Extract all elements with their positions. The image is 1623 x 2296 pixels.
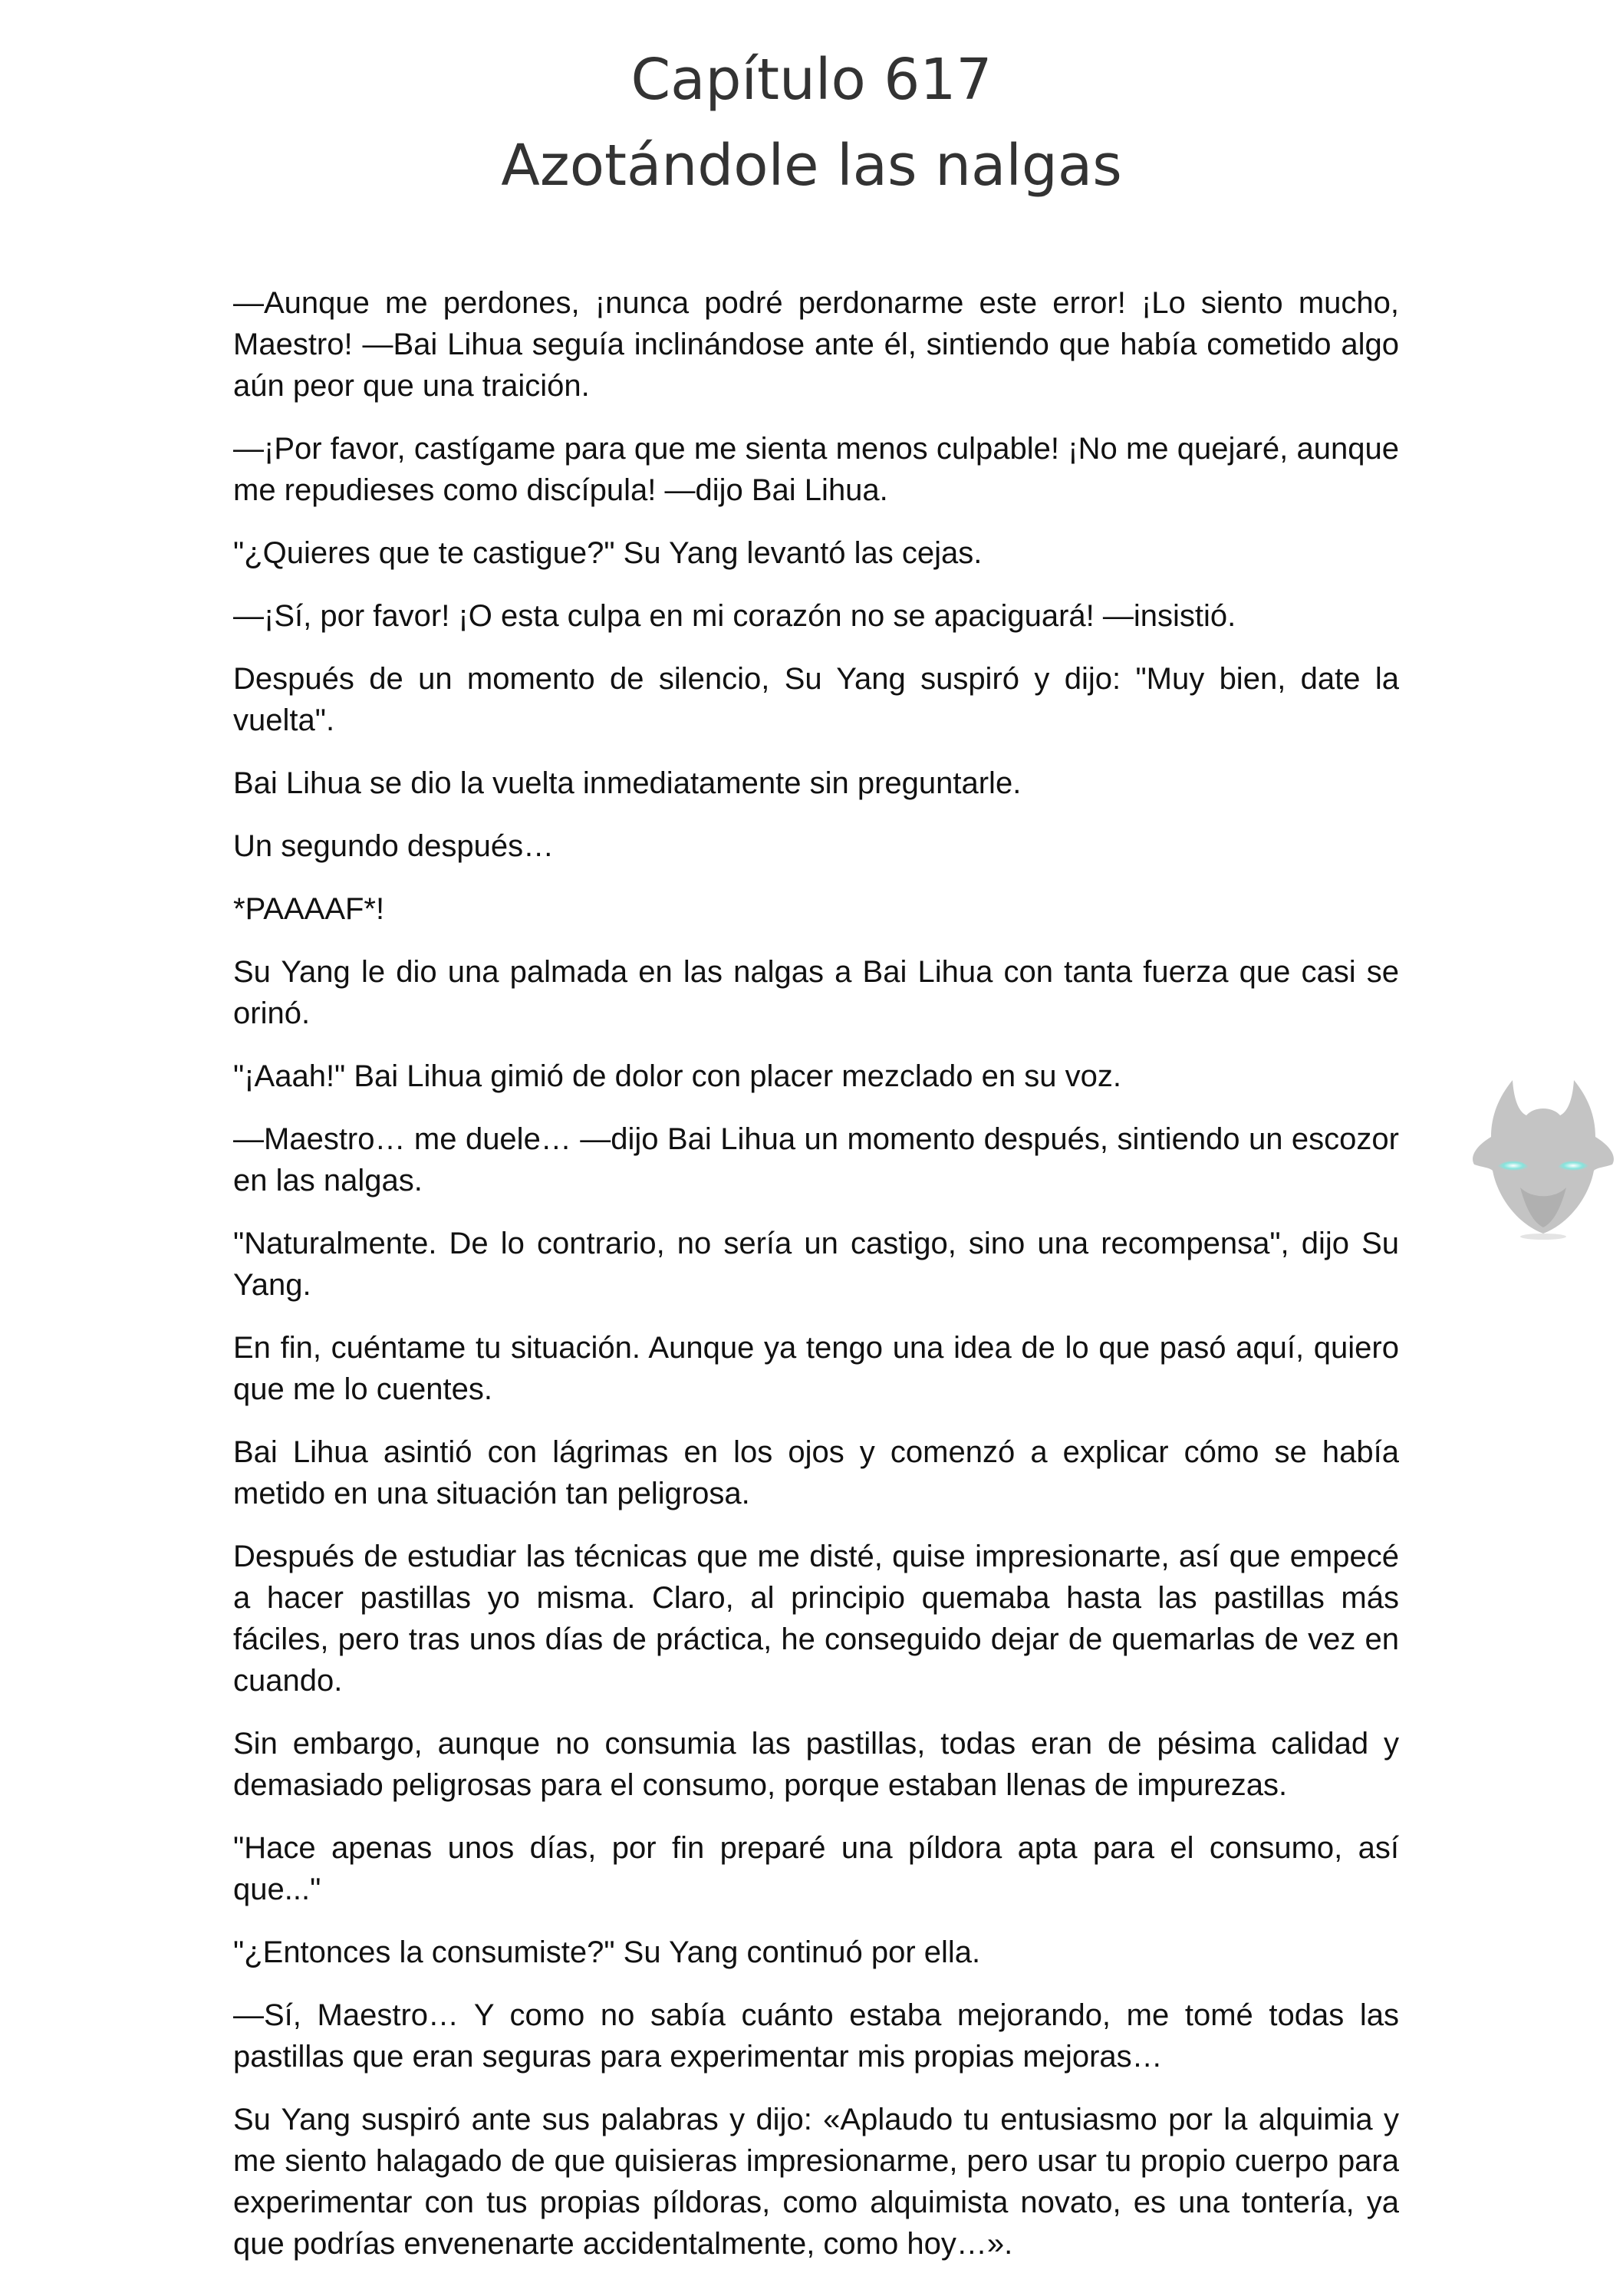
chapter-body	[233, 282, 1399, 2286]
paragraph: "¿Quieres que te castigue?" Su Yang levantó las cejas.	[233, 536, 983, 570]
paragraph: Bai Lihua asintió con lágrimas en los ojos y comenzó a explicar cómo se había metido en una situación tan peligrosa.	[233, 1435, 1399, 1510]
paragraph: Después de un momento de silencio, Su Yang suspiró y dijo: "Muy bien, date la vuelta".	[233, 662, 1399, 737]
paragraph: Bai Lihua se dio la vuelta inmediatamente sin preguntarle.	[233, 766, 1022, 800]
paragraph: En fin, cuéntame tu situación. Aunque ya tengo una idea de lo que pasó aquí, quiero que me lo cuentes.	[233, 1331, 1399, 1406]
paragraph: Después de estudiar las técnicas que me disté, quise impresionarte, así que empecé a hacer pastillas yo misma. Claro, al principio quemaba hasta las pastillas más fáciles, pero tras unos días de práctica, he conseguido dejar de quemarlas de vez en cuando.	[233, 1540, 1399, 1698]
paragraph: Un segundo después…	[233, 829, 555, 863]
paragraph: —¡Sí, por favor! ¡O esta culpa en mi corazón no se apaciguará! —insistió.	[233, 599, 1236, 633]
chapter-heading	[0, 37, 1623, 209]
paragraph: "¡Aaah!" Bai Lihua gimió de dolor con placer mezclado en su voz.	[233, 1059, 1121, 1093]
paragraph: *PAAAAF*!	[233, 892, 385, 926]
paragraph: —Maestro… me duele… —dijo Bai Lihua un momento después, sintiendo un escozor en las nalgas.	[233, 1122, 1399, 1197]
paragraph: Su Yang le dio una palmada en las nalgas a Bai Lihua con tanta fuerza que casi se orinó.	[233, 955, 1399, 1030]
paragraph: Sin embargo, aunque no consumia las pastillas, todas eran de pésima calidad y demasiado peligrosas para el consumo, porque estaban llenas de impurezas.	[233, 1727, 1399, 1802]
chapter-title: Azotándole las nalgas	[501, 133, 1122, 199]
demon-head-icon	[1467, 1072, 1620, 1241]
paragraph: "Hace apenas unos días, por fin preparé una píldora apta para el consumo, así que..."	[233, 1831, 1399, 1906]
paragraph: —Sí, Maestro… Y como no sabía cuánto estaba mejorando, me tomé todas las pastillas que eran seguras para experimentar mis propias mejoras…	[233, 1998, 1399, 2074]
paragraph: —¡Por favor, castígame para que me sienta menos culpable! ¡No me quejaré, aunque me repudieses como discípula! —dijo Bai Lihua.	[233, 432, 1399, 507]
chapter-number: Capítulo 617	[630, 47, 993, 113]
paragraph: "Naturalmente. De lo contrario, no sería un castigo, sino una recompensa", dijo Su Yang.	[233, 1227, 1399, 1302]
paragraph: Su Yang suspiró ante sus palabras y dijo: «Aplaudo tu entusiasmo por la alquimia y me siento halagado de que quisieras impresionarme, pero usar tu propio cuerpo para experimentar con tus propias píldoras, como alquimista novato, es una tontería, ya que podrías envenenarte accidentalmente, como hoy…».	[233, 2103, 1399, 2261]
paragraph: —Aunque me perdones, ¡nunca podré perdonarme este error! ¡Lo siento mucho, Maestro! —Bai Lihua seguía inclinándose ante él, sintiendo que había cometido algo aún peor que una traición.	[233, 286, 1399, 403]
paragraph: "¿Entonces la consumiste?" Su Yang continuó por ella.	[233, 1935, 981, 1969]
